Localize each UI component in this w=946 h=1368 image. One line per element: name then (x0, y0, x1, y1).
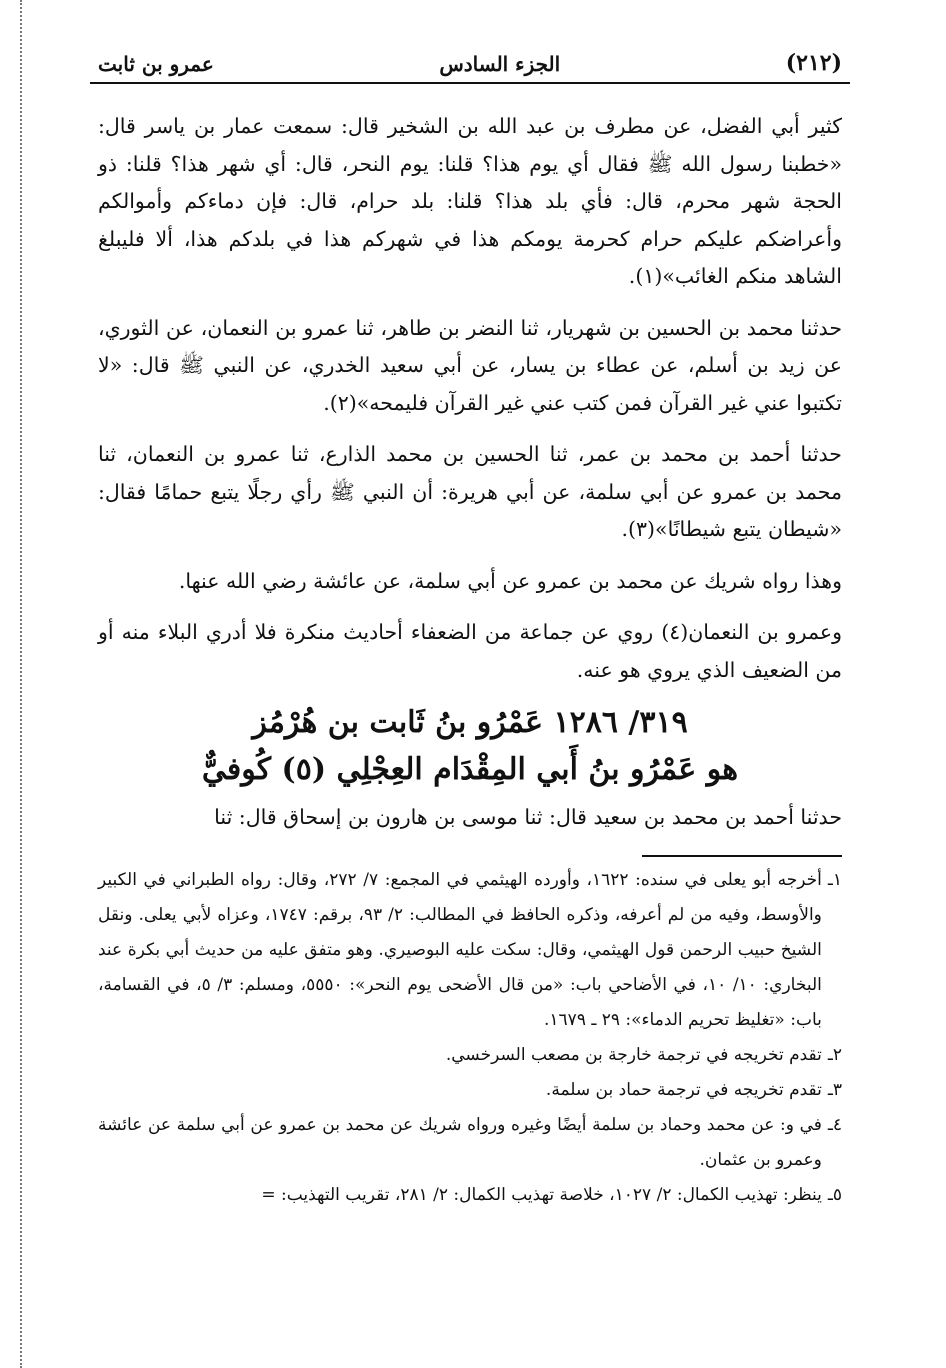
main-text (90, 108, 850, 1213)
paragraph: وعمرو بن النعمان(٤) روي عن جماعة من الضعفاء أحاديث منكرة فلا أدري البلاء منه أو من الضعيف الذي يروي هو عنه. (98, 620, 842, 682)
book-page (90, 50, 850, 1213)
footnotes (98, 863, 842, 1213)
paragraph: حدثنا أحمد بن محمد بن سعيد قال: ثنا موسى بن هارون بن إسحاق قال: ثنا (214, 805, 842, 829)
footnote-text: أخرجه أبو يعلى في سنده: ١٦٢٢، وأورده الهيثمي في المجمع: ٧/ ٢٧٢، وقال: رواه الطبراني في الكبير والأوسط، وفيه من لم أعرفه، وذكره الحافظ في المطالب: ٢/ ٩٣، برقم: ١٧٤٧، وعزاه لأبي يعلى. ونقل الشيخ حبيب الرحمن قول الهيثمي، وقال: سكت عليه البوصيري. وهو متفق عليه من حديث أبي بكرة عند البخاري: ١٠/ ١٠، في الأضاحي باب: «من قال الأضحى يوم النحر»: ٥٥٥٠، ومسلم: ٣/ ٥، في القسامة، باب: «تغليظ تحريم الدماء»: ٢٩ ـ ١٦٧٩. (98, 869, 822, 1030)
entry-heading (98, 699, 842, 793)
footnote (98, 1073, 842, 1108)
footnote-number: ٤ـ (827, 1114, 842, 1135)
paragraph: حدثنا أحمد بن محمد بن عمر، ثنا الحسين بن محمد الذارع، ثنا عمرو بن النعمان، ثنا محمد بن عمرو عن أبي سلمة، عن أبي هريرة: أن النبي ﷺ رأي رجلًا يتبع حمامًا فقال: «شيطان يتبع شيطانًا»(٣). (98, 442, 842, 541)
running-title: عمرو بن ثابت (98, 52, 214, 76)
page-header (90, 50, 850, 84)
footnote-number: ٢ـ (827, 1044, 842, 1065)
footnote-text: ينظر: تهذيب الكمال: ٢/ ١٠٢٧، خلاصة تهذيب الكمال: ٢/ ٢٨١، تقريب التهذيب: = (261, 1184, 822, 1205)
footnote (98, 863, 842, 1038)
entry-heading-line-2: هو عَمْرُو بنُ أَبي المِقْدَام العِجْلِي (٥) كُوفيٌّ (201, 752, 739, 787)
footnote-number: ٣ـ (827, 1079, 842, 1100)
paragraph: كثير أبي الفضل، عن مطرف بن عبد الله بن الشخير قال: سمعت عمار بن ياسر قال: «خطبنا رسول الله ﷺ فقال أي يوم هذا؟ قلنا: يوم النحر، قال: أي شهر هذا؟ قلنا: ذو الحجة شهر محرم، قال: فأي بلد هذا؟ قلنا: بلد حرام، قال: فإن دماءكم وأموالكم وأعراضكم عليكم حرام كحرمة يومكم هذا في شهركم هذا في بلدكم هذا، ألا فليبلغ الشاهد منكم الغائب»(١). (98, 114, 842, 288)
paragraph: حدثنا محمد بن الحسين بن شهريار، ثنا النضر بن طاهر، ثنا عمرو بن النعمان، عن الثوري، عن زيد بن أسلم، عن عطاء بن يسار، عن أبي سعيد الخدري، عن النبي ﷺ قال: «لا تكتبوا عني غير القرآن فمن كتب عني غير القرآن فليمحه»(٢). (98, 315, 842, 415)
footnote-number: ١ـ (827, 869, 842, 890)
footnote (98, 1178, 842, 1213)
footnote-text: في و: عن محمد وحماد بن سلمة أيضًا وغيره ورواه شريك عن محمد بن عمرو عن أبي سلمة عن عائشة وعمرو بن عثمان. (98, 1114, 822, 1170)
footnote-number: ٥ـ (827, 1184, 842, 1205)
paragraph: وهذا رواه شريك عن محمد بن عمرو عن أبي سلمة، عن عائشة رضي الله عنها. (178, 568, 842, 593)
footnote (98, 1108, 842, 1178)
page-edge-dotted-line (20, 0, 22, 1368)
entry-heading-line-1: ٣١٩/ ١٢٨٦ عَمْرُو بنُ ثَابت بن هُرْمُز (252, 705, 688, 740)
footnote-separator (642, 855, 842, 857)
footnote-text: تقدم تخريجه في ترجمة خارجة بن مصعب السرخسي. (445, 1044, 822, 1065)
footnote-text: تقدم تخريجه في ترجمة حماد بن سلمة. (545, 1079, 822, 1100)
footnote (98, 1038, 842, 1073)
page-number: (٢١٢) (785, 50, 842, 76)
part-title: الجزء السادس (439, 52, 561, 76)
